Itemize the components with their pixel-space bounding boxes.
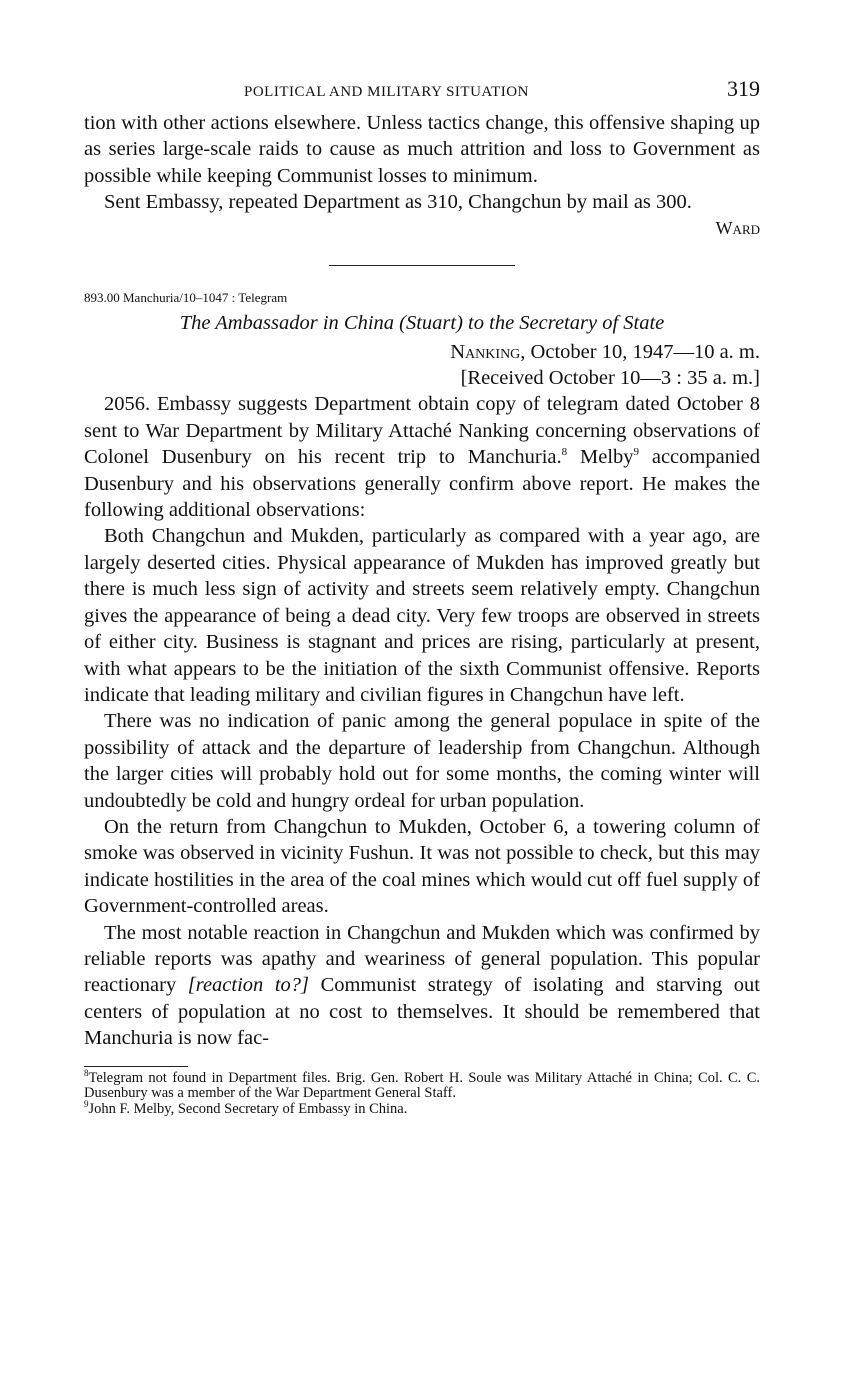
telegram-paragraph-1 <box>84 391 760 523</box>
paragraph-text: 2056. Embassy suggests Department obtain copy of telegram dated October 8 sent to War Department by Military Attaché Nanking concerning observations of Colonel Dusenbury on his recent trip to Manchuria. <box>84 393 760 469</box>
paragraph-text: accompanied Dusenbury and his observations generally confirm above report. He makes the following additional observations: <box>84 446 760 522</box>
footnote-mark: 9 <box>84 1098 89 1109</box>
footnote-divider <box>84 1066 188 1067</box>
footnote-text: John F. Melby, Second Secretary of Embassy in China. <box>88 1100 408 1117</box>
document-page <box>84 76 760 1117</box>
dateline-place: Nanking <box>450 340 521 363</box>
editorial-insert: [reaction to?] <box>187 974 310 997</box>
file-reference: 893.00 Manchuria/10–1047 : Telegram <box>84 289 288 305</box>
dateline-date: , October 10, 1947—10 a. m. <box>520 340 760 363</box>
footnote-mark: 8 <box>84 1067 89 1078</box>
telegram-paragraph-2: Both Changchun and Mukden, particularly as compared with a year ago, are largely deserted cities. Physical appearance of Mukden has improved greatly but there is much less sign of activity and streets seem relatively empty. Changchun gives the appearance of being a dead city. Very few troops are observed in streets of either city. Business is stagnant and prices are rising, particularly at present, with what appears to be the initiation of the sixth Communist offensive. Reports indicate that leading military and civilian figures in Changchun have left. <box>84 525 760 706</box>
received-line: [Received October 10—3 : 35 a. m.] <box>460 367 760 390</box>
page-number: 319 <box>727 76 760 101</box>
paragraph-text: Melby <box>567 446 634 469</box>
continued-paragraph: tion with other actions elsewhere. Unless tactics change, this offensive shaping up as series large-scale raids to cause as much attrition and loss to Government as possible while keeping Communist losses to minimum. <box>84 112 760 187</box>
page-header <box>84 76 760 110</box>
telegram-paragraph-3: There was no indication of panic among the general populace in spite of the possibility of attack and the departure of leadership from Changchun. Although the larger cities will probably hold out for some months, the coming winter will undoubtedly be cold and hungry ordeal for urban population. <box>84 710 760 812</box>
telegram-paragraph-5 <box>84 920 760 1052</box>
footnote-ref-9: 9 <box>633 446 640 459</box>
telegram-title: The Ambassador in China (Stuart) to the Secretary of State <box>179 311 665 334</box>
section-divider <box>329 265 515 266</box>
footnote-ref-8: 8 <box>561 446 568 459</box>
paragraph-text: The most notable reaction in Changchun and Mukden which was confirmed by reliable reports was apathy and weariness of general population. This popular reactionary <box>84 921 760 997</box>
signature-ward: Ward <box>715 217 760 238</box>
telegram-paragraph-4: On the return from Changchun to Mukden, October 6, a towering column of smoke was observed in vicinity Fushun. It was not possible to check, but this may indicate hostilities in the area of the coal mines which would cut off fuel supply of Government-controlled areas. <box>84 815 760 918</box>
paragraph-text: Communist strategy of isolating and starving out centers of population at no cost to themselves. It should be remembered that Manchuria is now fac- <box>84 974 760 1050</box>
footnote-9 <box>84 1098 760 1118</box>
running-title: POLITICAL AND MILITARY SITUATION <box>244 84 529 100</box>
sent-paragraph: Sent Embassy, repeated Department as 310, Changchun by mail as 300. <box>104 191 692 214</box>
dateline <box>84 339 760 365</box>
footnote-text: Telegram not found in Department files. Brig. Gen. Robert H. Soule was Military Attaché in China; Col. C. C. Dusenbury was a member of the War Department General Staff. <box>84 1069 760 1102</box>
footnote-8 <box>84 1067 760 1102</box>
